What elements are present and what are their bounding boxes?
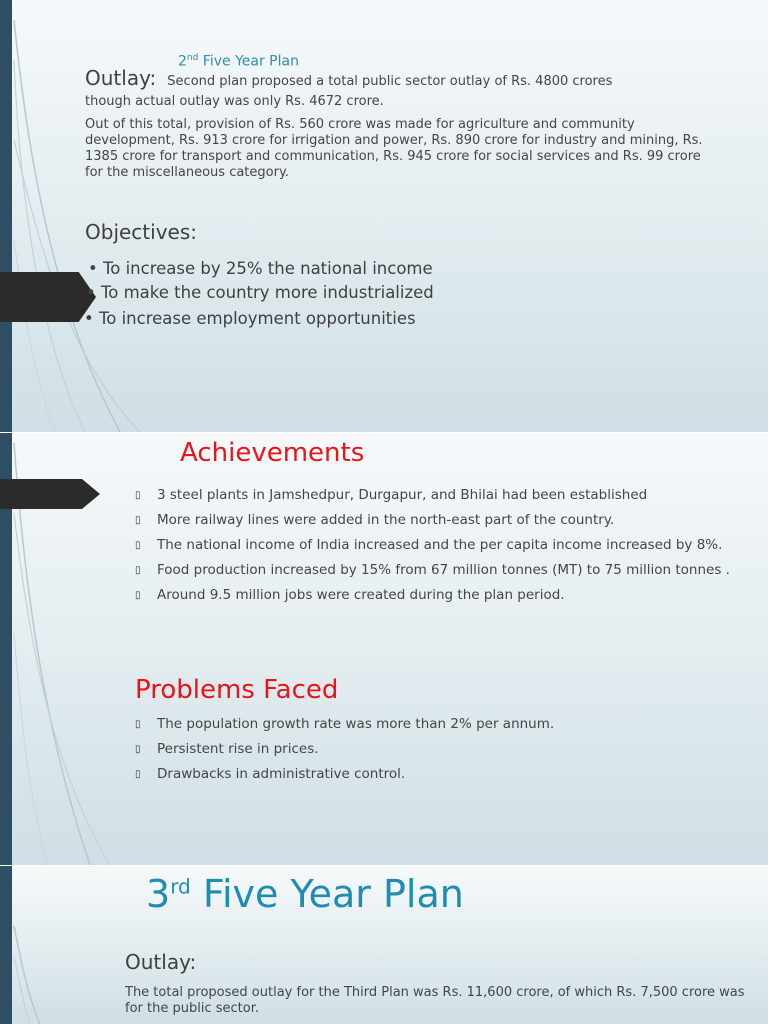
- decorative-swoosh-lines: [0, 0, 160, 432]
- slide-achievements-problems: [0, 433, 768, 865]
- bullet-icon: ▯: [135, 590, 141, 601]
- achievements-heading: Achievements: [180, 438, 365, 468]
- list-item: ▯ Persistent rise in prices.: [135, 741, 319, 757]
- objective-item: • To make the country more industrialized: [86, 283, 434, 302]
- outlay-text-line2: though actual outlay was only Rs. 4672 crore.: [85, 94, 384, 109]
- slide-third-plan: [0, 866, 768, 1024]
- objective-item: • To increase by 25% the national income: [88, 259, 433, 278]
- slide-title: 3rd Five Year Plan: [146, 872, 464, 916]
- slide-title: 2nd Five Year Plan: [178, 53, 299, 70]
- outlay-heading: Outlay:: [125, 950, 197, 974]
- bullet-icon: ▯: [135, 769, 141, 780]
- objective-item: • To increase employment opportunities: [84, 309, 416, 328]
- list-item: ▯ 3 steel plants in Jamshedpur, Durgapur, and Bhilai had been established: [135, 487, 648, 503]
- list-item: ▯ The population growth rate was more than 2% per annum.: [135, 716, 555, 732]
- achievements-list: [135, 487, 735, 612]
- outlay-heading: Outlay:: [85, 66, 157, 90]
- outlay-paragraph: [85, 66, 745, 110]
- problems-heading: Problems Faced: [135, 675, 339, 705]
- list-item: ▯ More railway lines were added in the north-east part of the country.: [135, 512, 615, 528]
- list-item: ▯ The national income of India increased and the per capita income increased by 8%.: [135, 537, 723, 553]
- slide-tab-marker: [0, 272, 96, 322]
- bullet-icon: ▯: [135, 540, 141, 551]
- bullet-icon: ▯: [135, 565, 141, 576]
- slide-second-plan: [0, 0, 768, 432]
- slide-tab-marker: [0, 479, 100, 509]
- list-item: ▯ Around 9.5 million jobs were created during the plan period.: [135, 587, 565, 603]
- objectives-heading: Objectives:: [85, 220, 197, 244]
- list-item: ▯ Drawbacks in administrative control.: [135, 766, 406, 782]
- bullet-icon: ▯: [135, 515, 141, 526]
- problems-list: [135, 716, 735, 791]
- bullet-icon: ▯: [135, 719, 141, 730]
- bullet-icon: ▯: [135, 490, 141, 501]
- bullet-icon: ▯: [135, 744, 141, 755]
- provision-paragraph: Out of this total, provision of Rs. 560 crore was made for agriculture and community development, Rs. 913 crore for irrigation and power, Rs. 890 crore for industry and mining, Rs. 1385 crore for transport and communication, Rs. 945 crore for social services and Rs. 99 crore for the miscellaneous category.: [85, 117, 703, 180]
- list-item: ▯ Food production increased by 15% from 67 million tonnes (MT) to 75 million tonnes .: [135, 562, 730, 578]
- outlay-paragraph: The total proposed outlay for the Third Plan was Rs. 11,600 crore, of which Rs. 7,500 crore was for the public sector.: [125, 985, 745, 1016]
- outlay-text-line1: Second plan proposed a total public sector outlay of Rs. 4800 crores: [167, 74, 613, 89]
